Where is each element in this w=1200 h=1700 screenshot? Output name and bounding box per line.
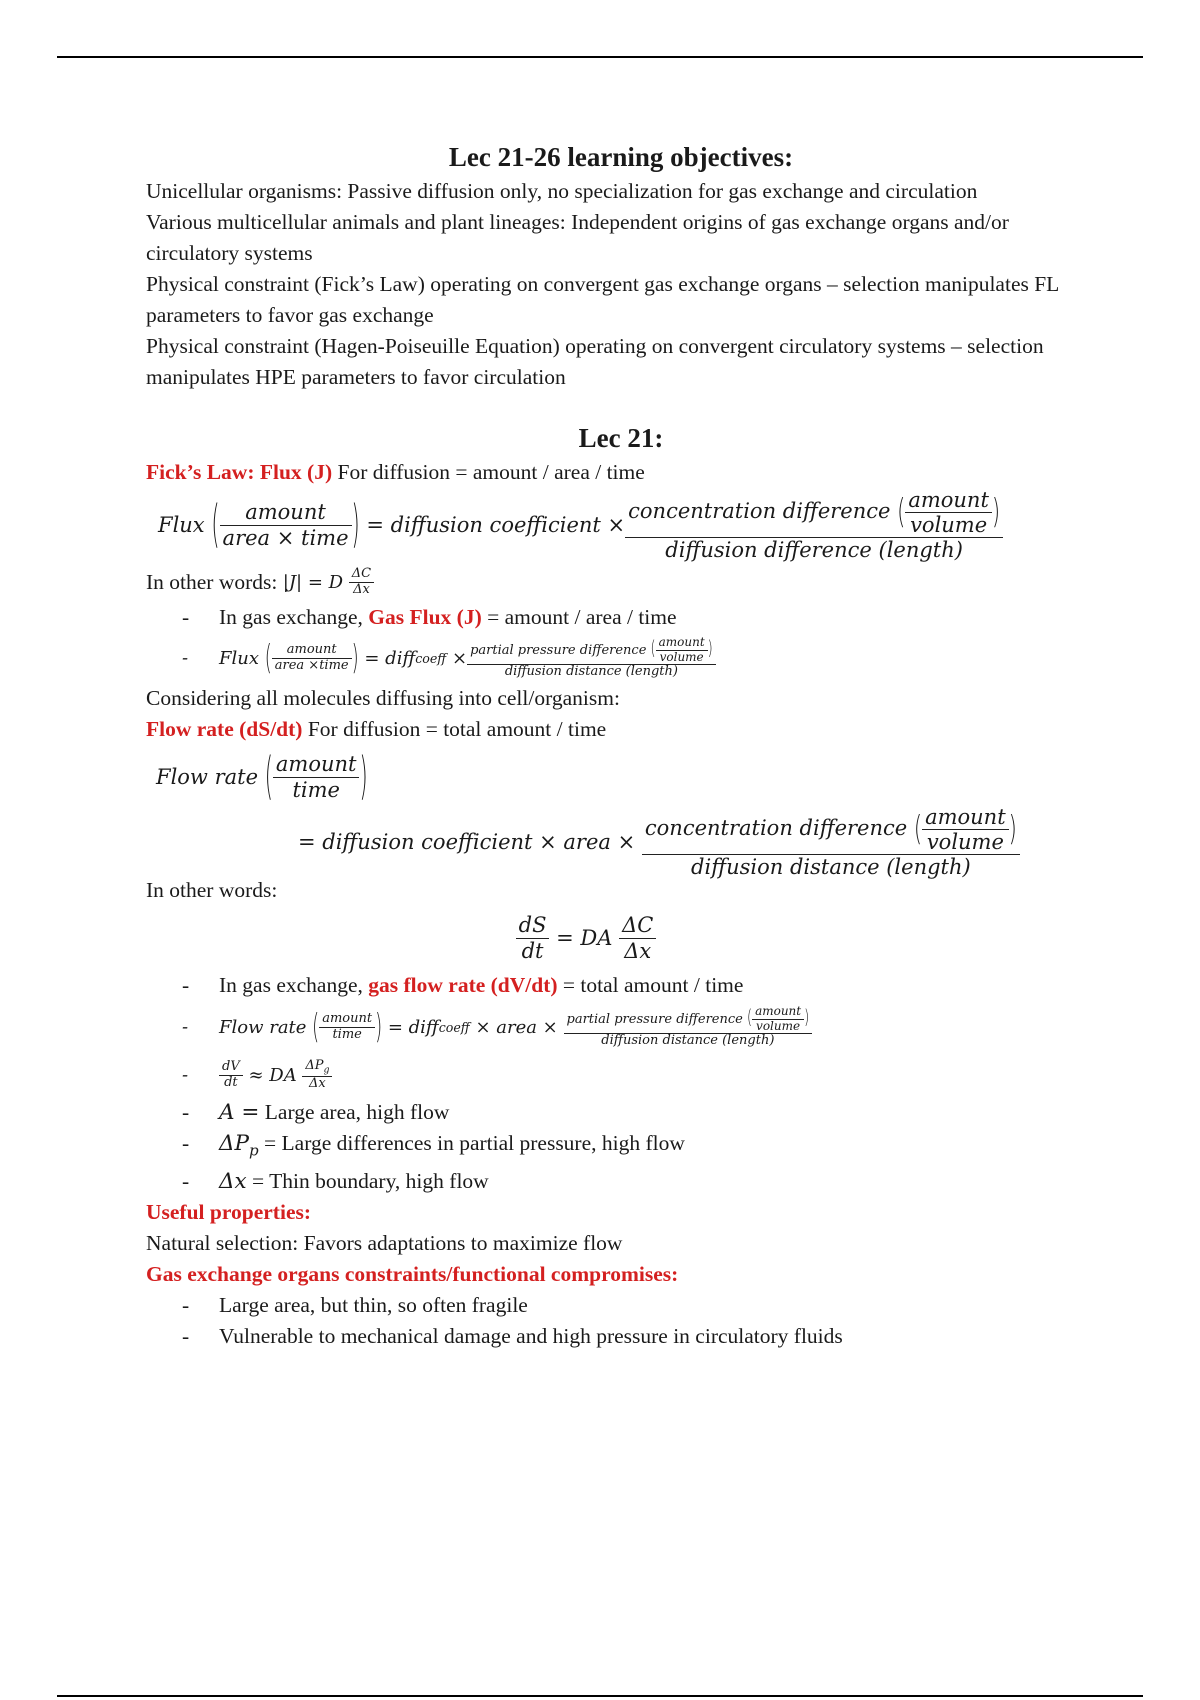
gas-flux-label: Gas Flux (J): [368, 605, 482, 629]
flow-rate-line: [146, 714, 1096, 745]
eq3-mid-sub: coeff: [415, 650, 447, 666]
bullet-pressure-sub: p: [249, 1141, 259, 1160]
eq7-den2: Δx: [309, 1075, 326, 1091]
eq4-lhs-num: amount: [273, 752, 360, 777]
gas-flow-pre: In gas exchange,: [219, 973, 369, 997]
eq6-inner-num: amount: [752, 1005, 804, 1020]
eq6-mid2: × area ×: [475, 1016, 558, 1038]
eq5-num1: dS: [516, 913, 550, 938]
eq3-times: ×: [451, 647, 468, 669]
eq7-right-fraction: [302, 1059, 332, 1092]
eq6-mid-sub: coeff: [438, 1019, 470, 1035]
eq1-lhs-den: area × time: [222, 525, 349, 550]
gas-flux-equation: - Flux ( $\frac{\text{amount}}{\text{area ×time}}$ ) = diff coeff × partial pressure difference ( $\frac{\text{amount}}{\text{volume}}$ ) diffusion distance (length): [182, 633, 1096, 683]
objective-4: Physical constraint (Hagen-Poiseuille Equation) operating on convergent circulatory systems – selection manipulates HPE parameters to favor circulation: [146, 334, 1044, 389]
eq2-num: ΔC: [349, 567, 374, 583]
eq3-lhs: - Flux: [219, 647, 259, 669]
eq5-num2: ΔC: [619, 913, 656, 938]
top-rule: [57, 56, 1143, 58]
eq6-rhs-num: partial pressure difference: [566, 1011, 743, 1027]
ficks-law-text: For diffusion = amount / area / time: [332, 460, 645, 484]
bullet-pressure-symbol: ΔP: [219, 1131, 249, 1156]
eq3-inner-num: amount: [656, 636, 708, 651]
bullet-pressure: [182, 1128, 1096, 1166]
eq6-rhs-den: diffusion distance (length): [601, 1033, 775, 1049]
bullet-distance-symbol: Δx: [219, 1169, 247, 1195]
gas-flux-list: [146, 602, 1096, 683]
eq4-rhs-num: concentration difference: [644, 815, 908, 840]
document-page: [146, 140, 1096, 1352]
gas-flow-item: [182, 970, 1096, 1001]
eq2-den: Δx: [353, 581, 370, 597]
eq3-inner-den: volume: [659, 649, 704, 664]
eq3-lhs-num: amount: [272, 643, 352, 659]
considering-line: Considering all molecules diffusing into cell/organism:: [146, 686, 620, 710]
eq4-lhs-den: time: [292, 777, 340, 802]
eq3-mid: = diff: [364, 647, 416, 669]
eq6-lhs-num: amount: [319, 1012, 375, 1028]
bullet-distance: [182, 1166, 1096, 1197]
objective-3: Physical constraint (Fick’s Law) operating on convergent gas exchange organs – selection manipulates FL parameters to favor gas exchange: [146, 272, 1059, 327]
eq3-rhs-fraction: partial pressure difference ( $\frac{\text{amount}}{\text{volume}}$ ) diffusion distance (length): [467, 636, 716, 681]
eq5-den1: dt: [521, 938, 544, 963]
lec21-heading: Lec 21:: [578, 423, 664, 453]
eq7-left-fraction: [219, 1060, 243, 1091]
eq5-mid: = DA: [556, 925, 613, 950]
eq5-den2: Δx: [624, 938, 652, 963]
natural-selection-line: Natural selection: Favors adaptations to maximize flow: [146, 1231, 623, 1256]
constraints-list: [146, 1290, 1096, 1352]
eq1-inner-den: volume: [910, 512, 988, 537]
eq1-lhs-fraction: [220, 500, 352, 549]
constraint-item-1: - Large area, but thin, so often fragile: [182, 1290, 1096, 1321]
bullet-area: [182, 1097, 1096, 1128]
page-title: Lec 21-26 learning objectives:: [448, 142, 794, 172]
gas-flux-pre: In gas exchange,: [219, 605, 369, 629]
eq4-inner-den: volume: [926, 829, 1004, 854]
eq2-fraction: [349, 567, 374, 598]
eq1-lhs-num: amount: [220, 500, 352, 525]
gas-flow-label: gas flow rate (dV/dt): [368, 973, 558, 997]
eq1-lhs-paren: ( $\frac{\text{amount}}{\text{area × time}}$ ): [211, 495, 360, 553]
flow-rate-equation-head: Flow rate ( $\frac{\text{amount}}{\text{time}}$ ): [156, 747, 368, 805]
eq2-lhs: |J| = D: [282, 571, 344, 593]
bullet-distance-text: = Thin boundary, high flow: [246, 1169, 489, 1194]
constraints-label: Gas exchange organs constraints/functional compromises:: [146, 1262, 679, 1287]
eq6-rhs-fraction: partial pressure difference ( $\frac{\text{amount}}{\text{volume}}$ ) diffusion distance (length): [564, 1005, 813, 1050]
eq6-lhs-den: time: [332, 1026, 362, 1042]
gas-flux-post: = amount / area / time: [481, 605, 677, 629]
objective-2: Various multicellular animals and plant lineages: Independent origins of gas exchange organs and/or circulatory systems: [146, 210, 1009, 265]
flow-rate-label: Flow rate (dS/dt): [146, 717, 303, 741]
eq1-lhs: Flux: [158, 512, 205, 537]
eq1-rhs-fraction: concentration difference ( $\frac{\text{amount}}{\text{volume}}$ ) diffusion difference (length): [625, 488, 1003, 562]
eq4-inner-num: amount: [922, 805, 1009, 830]
ficks-law-label: Fick’s Law: Flux (J): [146, 460, 333, 484]
eq7-num1: - dV: [219, 1060, 243, 1076]
eq4-lhs-fraction: [273, 752, 360, 801]
ficks-law-line: [146, 457, 1096, 488]
eq4-rhs-fraction: concentration difference ( $\frac{\text{amount}}{\text{volume}}$ ) diffusion distance (length): [642, 805, 1020, 879]
eq3-lhs-fraction: [272, 643, 352, 674]
bullet-pressure-text: = Large differences in partial pressure, high flow: [258, 1131, 685, 1155]
objective-1: Unicellular organisms: Passive diffusion only, no specialization for gas exchange and circulation: [146, 179, 978, 203]
eq6-lhs-fraction: [319, 1012, 375, 1043]
eq7-mid: ≈ DA: [248, 1064, 297, 1086]
eq3-rhs-den: diffusion distance (length): [504, 664, 678, 680]
gas-flow-derivative: [182, 1053, 1096, 1097]
eq1-mid: = diffusion coefficient ×: [366, 512, 626, 537]
flow-rate-equation-body: [146, 804, 1096, 880]
gas-flow-post: = total amount / time: [557, 973, 744, 997]
eq1-inner-num: amount: [905, 488, 992, 513]
eq5-right-fraction: [619, 913, 656, 962]
eq4-lhs: Flow rate: [156, 764, 259, 789]
flow-derivative-equation: [146, 906, 1096, 970]
eq7-num2: ΔP: [305, 1057, 324, 1073]
eq3-rhs-num: partial pressure difference: [470, 642, 647, 658]
eq5-left-fraction: [516, 913, 550, 962]
eq7-den1: dt: [224, 1074, 238, 1090]
bullet-area-symbol: A =: [219, 1100, 260, 1125]
useful-properties-label: Useful properties:: [146, 1200, 312, 1225]
eq7-num2-sub: g: [323, 1065, 330, 1076]
bullet-area-text: Large area, high flow: [259, 1100, 450, 1124]
eq6-mid: = diff: [387, 1016, 439, 1038]
gas-flux-item: [182, 602, 1096, 633]
other-words-line-2: In other words:: [146, 878, 278, 902]
ficks-law-equation: [146, 488, 1096, 562]
eq1-rhs-den: diffusion difference (length): [665, 538, 963, 563]
eq3-lhs-den: area ×time: [274, 657, 349, 673]
gas-flow-equation: - Flow rate ( $\frac{\text{amount}}{\text{time}}$ ) = diff coeff × area × partial pressure difference ( $\frac{\text{amount}}{\text{volume}}$ ) diffusion distance (length): [182, 1001, 1096, 1053]
eq6-lhs: - Flow rate: [219, 1016, 307, 1038]
other-words-label-1: In other words:: [146, 569, 283, 594]
eq4-mid: = diffusion coefficient × area ×: [298, 829, 636, 854]
other-words-line-1: [146, 562, 1096, 602]
bottom-rule: [57, 1695, 1143, 1697]
flow-rate-text: For diffusion = total amount / time: [302, 717, 607, 741]
eq4-rhs-den: diffusion distance (length): [691, 855, 971, 880]
constraint-item-2: - Vulnerable to mechanical damage and high pressure in circulatory fluids: [182, 1321, 1096, 1352]
gas-flow-list: [146, 970, 1096, 1197]
eq6-inner-den: volume: [756, 1018, 801, 1033]
eq1-rhs-num: concentration difference: [628, 498, 891, 523]
